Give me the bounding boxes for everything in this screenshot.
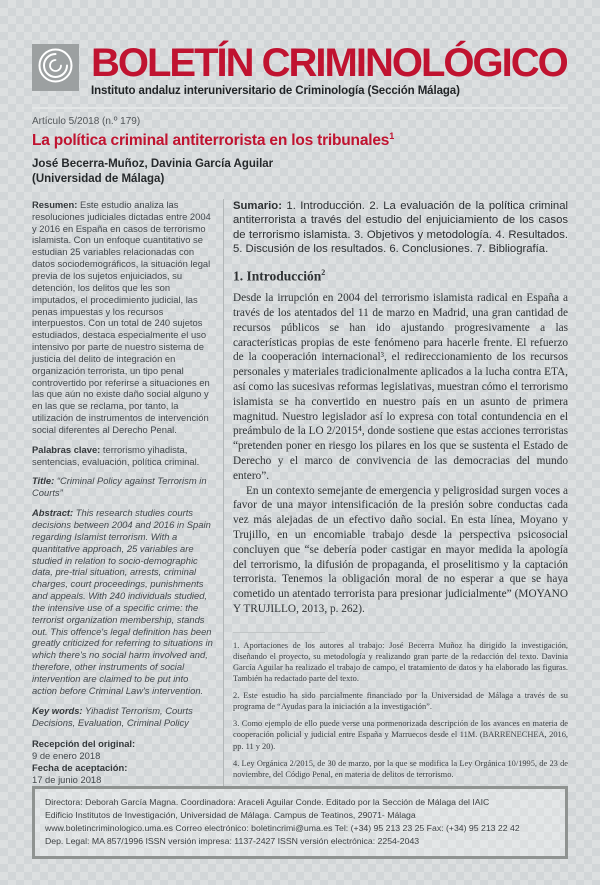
resumen-block	[32, 199, 213, 436]
resumen-text: Este estudio analiza las resoluciones judiciales dictadas entre 2004 y 2016 en España en casos de terrorismo islamista. Con un enfoque cuantitativo se estudian 25 variables relacionadas con datos sociodemográficos, la situación legal previa de los sujetos enjuiciados, su detención, los delitos que les son imputados, el procedimiento judicial, las penas impuestas y los recursos interpuestos. Con un total de 240 sujetos estudiados, destaca especialmente el uso intensivo por parte de nuestro sistema de justicia del delito de integración en organización terrorista, un tipo penal controvertido por referirse a situaciones en las que aún no existe daño social alguno y en las que se reclama, por tanto, la utilización de instrumentos de intervención social diferentes al Derecho Penal.	[32, 198, 211, 435]
abstract-label: Abstract:	[32, 507, 74, 519]
imprint-line-contact: www.boletincriminologico.uma.es Correo electrónico: boletincrimi@uma.es Tel: (+34) 95 213 23 25 Fax: (+34) 95 213 22 42	[45, 822, 520, 833]
article-title-text: La política criminal antiterrorista en los tribunales	[32, 132, 390, 150]
acceptance-label: Fecha de aceptación:	[32, 762, 128, 774]
iaic-logo	[32, 44, 79, 91]
english-title-block	[32, 475, 213, 499]
abstract-block	[32, 507, 213, 697]
palabras-clave-label: Palabras clave:	[32, 443, 101, 455]
footnote-separator	[233, 632, 325, 633]
footnote-1: 1. Aportaciones de los autores al trabajo: José Becerra Muñoz ha dirigido la investigación, diseñando el proyecto, su metodología y realizando gran parte de la redacción del texto. Davinia García Aguilar ha realizado el trabajo de campo, el tratamiento de datos y ha elaborado las figuras. También ha redactado parte del texto.	[233, 640, 568, 684]
bulletin-subtitle: Instituto andaluz interuniversitario de Criminología (Sección Málaga)	[91, 85, 460, 97]
english-title-label: Title:	[32, 475, 55, 487]
section-heading-text: 1. Introducción	[233, 268, 322, 284]
masthead-text	[91, 41, 567, 97]
article-affiliation: (Universidad de Málaga)	[32, 172, 165, 185]
palabras-clave-block	[32, 444, 213, 468]
palabras-clave-text: terrorismo yihadista, sentencias, evaluación, política criminal.	[32, 443, 200, 467]
section-heading-footnote-ref: 2	[321, 267, 326, 277]
imprint-line-address: Edificio Institutos de Investigación, Universidad de Málaga. Campus de Teatinos, 29071- Málaga	[45, 809, 416, 820]
english-title-text: “Criminal Policy against Terrorism in Courts”	[32, 475, 207, 499]
title-footnote-ref: 1	[389, 131, 395, 141]
main-text-column	[224, 199, 568, 786]
keywords-text: Yihadist Terrorism, Courts Decisions, Evaluation, Criminal Policy	[32, 704, 193, 728]
article-body	[32, 199, 568, 786]
keywords-block	[32, 705, 213, 729]
acceptance-date: 17 de junio 2018	[32, 773, 102, 785]
article-authors: José Becerra-Muñoz, Davinia García Aguilar	[32, 158, 274, 171]
sumario-label: Sumario:	[233, 199, 282, 212]
header-divider	[32, 107, 568, 109]
sumario-text: 1. Introducción. 2. La evaluación de la política criminal antiterrorista a través del estudio del enjuiciamiento de los casos de terrorismo islamista. 3. Objetivos y metodología. 4. Resultados. 5. Discusión de los resultados. 6. Conclusiones. 7. Bibliografía.	[233, 199, 569, 256]
abstract-text: This research studies courts decisions between 2004 and 2016 in Spain regarding Islamist terrorism. With a quantitative approach, 25 variables are studied in relation to socio-demographic data, pre-trial situation, arrests, criminal charges, court proceedings, punishments and appeals. With 240 individuals studied, the intensive use of a specific crime: the terrorist organization membership, stands out. This offence's legal definition has been greatly criticized for referring to situations in which there's no social harm involved and, therefore, other instruments of social intervention are claimed to be put into action before Criminal Law's intervention.	[32, 507, 213, 696]
body-paragraph: Desde la irrupción en 2004 del terrorismo islamista radical en España a través de los atentados del 11 de marzo en Madrid, una gran cantidad de recursos públicos se han ido ajustando progresivamente a las características propias de este fenómeno para hacerle frente. El refuerzo de la cooperación internacional³, el redireccionamiento de los recursos personales y materiales tradicionalmente aplicados a la lucha contra ETA, así como las sucesivas reformas legislativas, muestran cómo el terrorismo islamista se ha convertido en nuestro país en un asunto de primera magnitud. Nuestro legislador así lo expresa con total contundencia en el preámbulo de la LO 2/2015⁴, donde sostiene que estas acciones terroristas “pretenden poner en riesgo los pilares en los que se sustenta el Estado de Derecho y el marco de convivencia de las democracias del mundo entero”.	[233, 292, 568, 482]
sumario-block	[233, 199, 568, 257]
bulletin-title: BOLETÍN CRIMINOLÓGICO	[91, 41, 567, 85]
iaic-emblem-icon	[32, 42, 79, 94]
metadata-column	[32, 199, 224, 786]
reception-date: 9 de enero 2018	[32, 750, 101, 762]
section-heading-introduccion	[233, 268, 568, 285]
imprint-line-issn: Dep. Legal: MA 857/1996 ISSN versión impresa: 1137-2427 ISSN versión electrónica: 2254-2043	[45, 835, 420, 846]
footnote-4: 4. Ley Orgánica 2/2015, de 30 de marzo, por la que se modifica la Ley Orgánica 10/1995, de 23 de noviembre, del Código Penal, en materia de delitos de terrorismo.	[233, 758, 568, 779]
imprint-line-editors: Directora: Deborah García Magna. Coordinadora: Araceli Aguilar Conde. Editado por la Sección de Málaga del IAIC	[45, 796, 490, 807]
body-paragraph: En un contexto semejante de emergencia y peligrosidad surgen voces a favor de una mayor intensificación de la presión sobre conductas cada vez más alejadas de un efectivo daño social. En esta línea, Moyano y Trujillo, en un encomiable trabajo desde la perspectiva psicosocial concluyen que “se debería poder castigar en mayor medida la apología del terrorismo, la difusión de propaganda, el proselitismo y la captación terrorista. Tenemos la obligación moral de no esperar a que se haya cometido un atentado terrorista para presionar judicialmente” (MOYANO Y TRUJILLO, 2013, p. 262).	[233, 484, 568, 615]
footnote-2: 2. Este estudio ha sido parcialmente financiado por la Universidad de Málaga a través de su programa de “Ayudas para la iniciación a la investigación”.	[233, 691, 568, 712]
dates-block	[32, 738, 213, 785]
article-title	[32, 131, 568, 150]
footnote-3: 3. Como ejemplo de ello puede verse una pormenorizada descripción de los avances en materia de cooperación policial y judicial entre España y Marruecos desde el 11M. (BARRENECHEA, 2016, pp. 11 y 20).	[233, 719, 568, 751]
masthead	[32, 41, 568, 97]
resumen-label: Resumen:	[32, 198, 78, 210]
article-number: Artículo 5/2018 (n.º 179)	[32, 116, 141, 127]
reception-label: Recepción del original:	[32, 738, 136, 750]
keywords-label: Key words:	[32, 704, 83, 716]
